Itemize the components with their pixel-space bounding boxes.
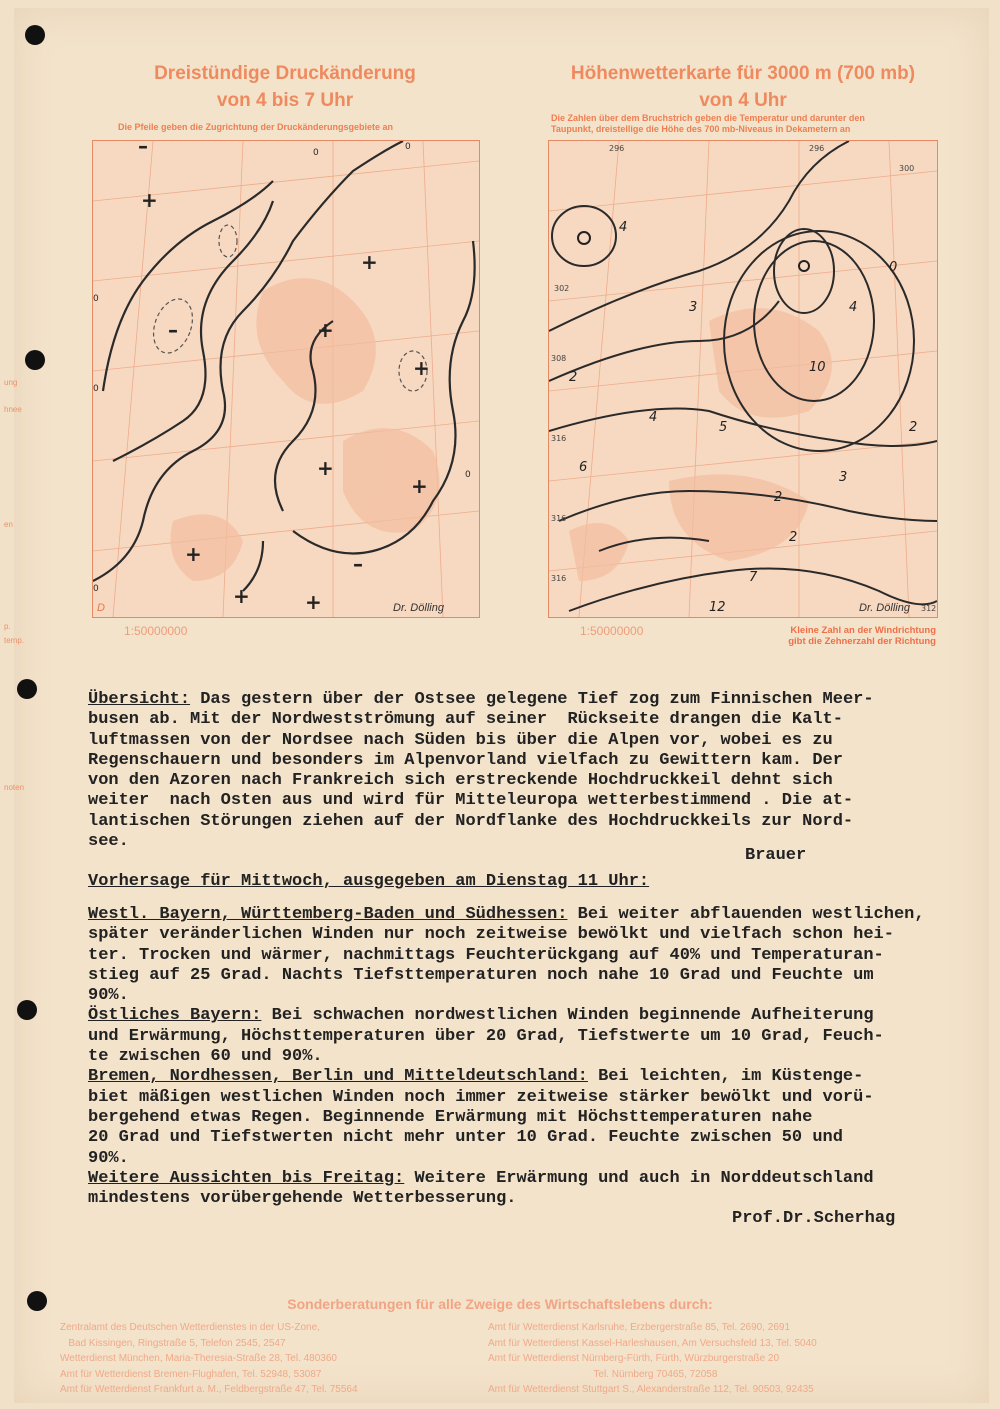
svg-text:0: 0 <box>93 384 99 394</box>
svg-text:–: – <box>168 318 178 342</box>
punch-hole <box>25 350 45 370</box>
footer-line: Zentralamt des Deutschen Wetterdienstes in der US-Zone, <box>60 1322 320 1333</box>
svg-text:4: 4 <box>849 300 858 315</box>
svg-text:2: 2 <box>569 370 578 385</box>
region-heading: Östliches Bayern: <box>88 1006 262 1026</box>
forecast-text: 90%. <box>88 986 129 1006</box>
footer-title: Sonderberatungen für alle Zweige des Wirtschaftslebens durch: <box>287 1296 713 1312</box>
footer-line: Bad Kissingen, Ringstraße 5, Telefon 2545, 2547 <box>60 1337 286 1349</box>
footer-line: Amt für Wetterdienst Stuttgart S., Alexanderstraße 112, Tel. 90503, 92435 <box>488 1384 814 1395</box>
pressure-change-map <box>92 140 480 618</box>
forecast-text: te zwischen 60 und 90%. <box>88 1047 323 1067</box>
svg-text:+: + <box>141 188 158 212</box>
svg-text:0: 0 <box>405 142 411 152</box>
footer-line: Tel. Nürnberg 70465, 72058 <box>488 1368 718 1380</box>
svg-text:5: 5 <box>719 420 728 435</box>
pressure-change-chart <box>93 141 479 617</box>
overview-text: Das gestern über der Ostsee gelegene Tief zog zum Finnischen Meer- <box>190 690 874 709</box>
svg-text:0: 0 <box>889 260 898 275</box>
edge-fragment: temp. <box>4 636 25 645</box>
svg-text:10: 10 <box>809 360 826 375</box>
overview-signature: Brauer <box>745 846 807 865</box>
edge-fragment: noten <box>4 783 25 792</box>
footer-line: Amt für Wetterdienst Karlsruhe, Erzbergerstraße 85, Tel. 2690, 2691 <box>488 1322 791 1333</box>
right-map-note <box>700 625 936 647</box>
footer-left <box>60 1320 358 1398</box>
footer-right <box>488 1320 817 1398</box>
forecast-text: Weitere Erwärmung und auch in Norddeutschland <box>404 1168 874 1188</box>
overview-text: luftmassen von der Nordsee nach Süden bis über die Alpen vor, wobei es zu <box>88 730 833 750</box>
overview-text: Regenschauern und besonders im Alpenvorland vielfach zu Gewittern kam. Der <box>88 750 843 770</box>
punch-hole <box>25 25 45 45</box>
punch-hole <box>17 679 37 699</box>
forecast-text: biet mäßigen westlichen Winden noch immer zeitweise stärker bewölkt und vorü- <box>88 1087 874 1107</box>
punch-hole <box>17 1000 37 1020</box>
left-map-corner-label: D <box>97 602 105 614</box>
svg-text:6: 6 <box>579 460 588 475</box>
svg-text:316: 316 <box>551 434 567 443</box>
upper-air-map <box>548 140 938 618</box>
svg-text:316: 316 <box>551 514 567 523</box>
right-map-title-line1: Höhenwetterkarte für 3000 m (700 mb) <box>570 63 916 84</box>
svg-text:+: + <box>361 250 378 274</box>
forecast-text: 90%. <box>88 1148 129 1168</box>
svg-text:–: – <box>353 552 363 576</box>
forecast-heading-text: Vorhersage für Mittwoch, ausgegeben am Dienstag 11 Uhr: <box>88 872 650 891</box>
forecast-text: Bei leichten, im Küstenge- <box>587 1067 864 1087</box>
footer-line: Amt für Wetterdienst Bremen-Flughafen, Tel. 52948, 53087 <box>60 1368 322 1380</box>
svg-text:0: 0 <box>93 294 99 304</box>
svg-text:0: 0 <box>313 148 319 158</box>
forecast-body <box>88 905 968 1209</box>
svg-text:296: 296 <box>809 144 825 153</box>
left-map-scale: 1:50000000 <box>124 624 188 638</box>
overview-text: weiter nach Osten aus und wird für Mitteleuropa wetterbestimmend . Die at- <box>88 791 854 811</box>
left-map-subtitle: Die Pfeile geben die Zugrichtung der Druckänderungsgebiete an <box>118 122 394 132</box>
svg-text:+: + <box>413 356 430 380</box>
svg-text:+: + <box>305 590 322 614</box>
forecast-text: bergehend etwas Regen. Beginnende Erwärmung mit Höchsttemperaturen nahe <box>88 1107 813 1127</box>
forecast-text: Bei schwachen nordwestlichen Winden beginnende Aufheiterung <box>261 1006 874 1026</box>
upper-air-chart <box>549 141 937 617</box>
forecast-text: mindestens vorübergehende Wetterbesserung. <box>88 1189 517 1209</box>
edge-fragment: hnee <box>4 405 22 414</box>
region-heading: Westl. Bayern, Württemberg-Baden und Südhessen: <box>88 905 568 924</box>
svg-text:4: 4 <box>649 410 658 425</box>
right-map-subtitle-line1: Die Zahlen über dem Bruchstrich geben die Temperatur und darunter den <box>551 113 865 123</box>
svg-text:302: 302 <box>554 284 570 293</box>
svg-text:+: + <box>317 456 334 480</box>
svg-text:312: 312 <box>921 604 937 613</box>
svg-text:+: + <box>317 318 334 342</box>
right-map-author: Dr. Dölling <box>859 602 910 614</box>
svg-text:316: 316 <box>551 574 567 583</box>
overview-paragraph <box>88 690 968 852</box>
forecast-text: 20 Grad und Tiefstwerten nicht mehr unter 10 Grad. Feuchte zwischen 50 und <box>88 1128 843 1148</box>
svg-text:2: 2 <box>909 420 918 435</box>
right-map-note-line2: gibt die Zehnerzahl der Richtung <box>788 636 936 647</box>
right-map-title <box>548 60 938 114</box>
edge-fragment: en <box>4 520 13 529</box>
forecast-signature: Prof.Dr.Scherhag <box>732 1209 896 1228</box>
svg-text:+: + <box>185 542 202 566</box>
forecast-text: Bei weiter abflauenden westlichen, <box>567 905 925 924</box>
right-map-title-line2: von 4 Uhr <box>699 90 787 111</box>
overview-text: busen ab. Mit der Nordwestströmung auf seiner Rückseite drangen die Kalt- <box>88 710 843 730</box>
footer-line: Wetterdienst München, Maria-Theresia-Straße 28, Tel. 480360 <box>60 1353 337 1364</box>
region-heading: Bremen, Nordhessen, Berlin und Mitteldeutschland: <box>88 1067 588 1087</box>
footer-line: Amt für Wetterdienst Kassel-Harleshausen, Am Versuchsfeld 13, Tel. 5040 <box>488 1337 817 1349</box>
svg-text:–: – <box>138 141 148 158</box>
left-map-title-line2: von 4 bis 7 Uhr <box>216 90 354 111</box>
svg-text:2: 2 <box>789 530 798 545</box>
svg-text:3: 3 <box>839 470 848 485</box>
forecast-text: ter. Trocken und wärmer, nachmittags Feuchterückgang auf 40% und Temperaturan- <box>88 945 884 965</box>
svg-text:7: 7 <box>749 570 758 585</box>
svg-text:3: 3 <box>689 300 698 315</box>
right-map-scale: 1:50000000 <box>580 624 644 638</box>
svg-text:+: + <box>233 584 250 608</box>
svg-text:296: 296 <box>609 144 625 153</box>
svg-text:4: 4 <box>619 220 628 235</box>
forecast-text: und Erwärmung, Höchsttemperaturen über 20 Grad, Tiefstwerte um 10 Grad, Feuch- <box>88 1026 884 1046</box>
svg-text:0: 0 <box>93 584 99 594</box>
overview-text: von den Azoren nach Frankreich sich erstreckende Hochdruckkeil dehnt sich <box>88 771 833 791</box>
overview-text: see. <box>88 832 129 852</box>
forecast-text: stieg auf 25 Grad. Nachts Tiefsttemperaturen noch nahe 10 Grad und Feuchte um <box>88 965 874 985</box>
svg-text:308: 308 <box>551 354 567 363</box>
overview-heading: Übersicht: <box>88 690 191 709</box>
svg-text:300: 300 <box>899 164 915 173</box>
svg-text:12: 12 <box>709 600 726 615</box>
svg-text:+: + <box>411 474 428 498</box>
footer-line: Amt für Wetterdienst Nürnberg-Fürth, Fürth, Würzburgerstraße 20 <box>488 1353 780 1364</box>
svg-text:0: 0 <box>465 470 471 480</box>
edge-fragment: p. <box>4 622 11 631</box>
overview-text: lantischen Störungen ziehen auf der Nordflanke des Hochdruckkeils zur Nord- <box>88 811 854 831</box>
right-map-note-line1: Kleine Zahl an der Windrichtung <box>790 625 936 636</box>
left-map-title-line1: Dreistündige Druckänderung <box>154 63 416 84</box>
edge-fragment: ung <box>4 378 18 387</box>
forecast-text: später veränderlichen Winden nur noch zeitweise bewölkt und vielfach schon hei- <box>88 925 894 945</box>
footer-line: Amt für Wetterdienst Frankfurt a. M., Feldbergstraße 47, Tel. 75564 <box>60 1384 358 1395</box>
svg-text:2: 2 <box>774 490 783 505</box>
left-map-title <box>90 60 480 114</box>
right-map-subtitle <box>551 113 865 135</box>
left-map-author: Dr. Dölling <box>393 602 444 614</box>
forecast-heading <box>88 872 968 892</box>
region-heading: Weitere Aussichten bis Freitag: <box>88 1168 405 1188</box>
right-map-subtitle-line2: Taupunkt, dreistellige die Höhe des 700 mb-Niveaus in Dekametern an <box>551 124 851 134</box>
